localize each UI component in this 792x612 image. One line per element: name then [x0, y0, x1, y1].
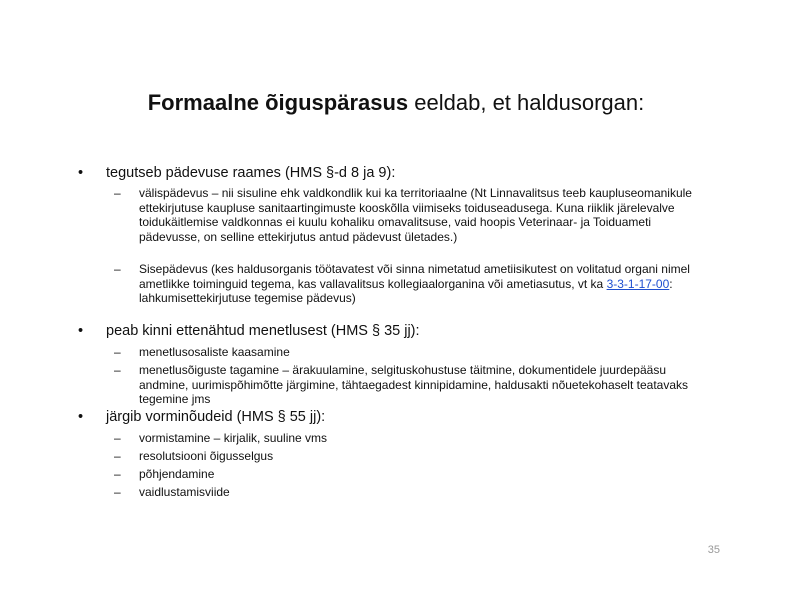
sub-item-text: põhjendamine — [139, 467, 215, 481]
sub-item-text: vaidlustamisviide — [139, 485, 230, 499]
bullet-text: järgib vorminõudeid (HMS § 55 jj): — [106, 409, 326, 425]
bullet-item-form-requirements — [78, 408, 726, 426]
sub-item-text-before: Sisepädevus (kes haldusorganis töötavatest või sinna nimetatud ametiisikutest on volitatud organi nimel ametlikke toiminguid tegema, kas vallavalitsus kollegiaalorganina või ametiasutus, vt ka — [139, 262, 690, 291]
bullet-item-procedure — [78, 322, 726, 340]
sub-item-text: vormistamine – kirjalik, suuline vms — [139, 431, 328, 445]
sub-item-text-after: : lahkumisettekirjutuse tegemise pädevus) — [139, 276, 673, 306]
bullet-marker: • — [78, 409, 84, 425]
bullet-marker: • — [78, 165, 84, 181]
slide-title — [0, 88, 792, 118]
dash-marker: – — [114, 262, 121, 276]
bullet-text: tegutseb pädevuse raames (HMS §-d 8 ja 9): — [106, 165, 396, 181]
sub-item-text: menetlusosaliste kaasamine — [139, 345, 290, 359]
sub-item-text: välispädevus – nii sisuline ehk valdkondlik kui ka territoriaalne (Nt Linnavalitsus teeb kaupluseomanikule ettekirjutuse kaupluse sanitaartingimuste kooskõlla viimiseks toiduseadusega. Kuna riiklik järelevalve toidukäitlemise valdkonnas ei kuulu kohaliku omavalitsuse, vaid hoopis Veterinaar- ja Toiduameti pädevusse, on selline ettekirjutus antud pädevust ületades.) — [139, 186, 692, 244]
sub-item-resolution-clarity — [114, 449, 709, 464]
bullet-item-competence — [78, 164, 726, 182]
sub-item-formalization — [114, 431, 709, 446]
sub-item-text: resolutsiooni õigusselgus — [139, 449, 274, 463]
sub-item-internal-competence — [114, 262, 709, 306]
dash-marker: – — [114, 467, 121, 481]
page-number: 35 — [707, 544, 720, 556]
dash-marker: – — [114, 485, 121, 499]
dash-marker: – — [114, 345, 121, 359]
title-bold-part: Formaalne õiguspärasus — [147, 90, 409, 115]
sub-item-procedural-rights — [114, 363, 709, 407]
sub-item-involvement — [114, 345, 709, 360]
bullet-marker: • — [78, 323, 84, 339]
sub-item-reasoning — [114, 467, 709, 482]
sub-item-external-competence — [114, 186, 709, 244]
title-rest: eeldab, et haldusorgan: — [414, 90, 645, 115]
dash-marker: – — [114, 449, 121, 463]
sub-item-appeal-notice — [114, 485, 709, 500]
case-link[interactable]: 3-3-1-17-00 — [606, 276, 670, 291]
bullet-text: peab kinni ettenähtud menetlusest (HMS § 35 jj): — [106, 323, 420, 339]
dash-marker: – — [114, 363, 121, 377]
dash-marker: – — [114, 186, 121, 200]
sub-item-text: menetlusõiguste tagamine – ärakuulamine, selgituskohustuse täitmine, dokumentidele juurdepääsu andmine, uurimispõhimõtte järgimine, tähtaegadest kinnipidamine, haldusakti nõuetekohaselt teatavaks tegemine jms — [139, 363, 688, 407]
dash-marker: – — [114, 431, 121, 445]
